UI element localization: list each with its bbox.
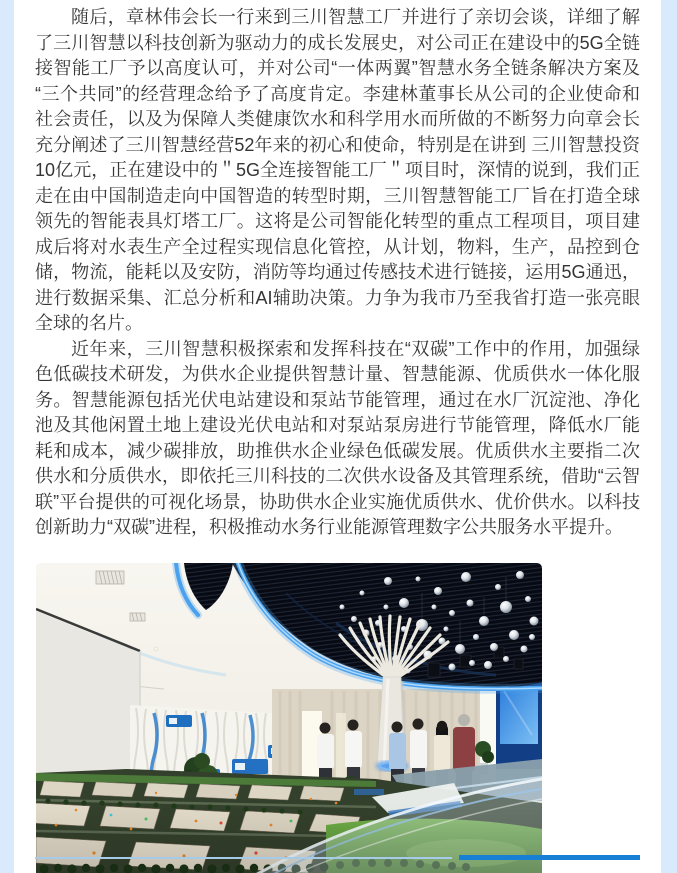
exhibition-hall-photo[interactable] [36,563,542,873]
photo-vignette [36,803,542,873]
divider-thick-line [459,855,640,860]
divider-thin-line [35,857,452,859]
section-divider [35,855,640,860]
article-card [14,0,661,873]
article-body [14,0,661,541]
article-paragraph-2: 近年来，三川智慧积极探索和发挥科技在“双碳”工作中的作用，加强绿色低碳技术研发，为供水企业提供智慧计量、智慧能源、优质供水一体化服务。智慧能源包括光伏电站建设和泵站节能管理，通过在水厂沉淀池、净化池及其他闲置土地上建设光伏电站和对泵站泵房进行节能管理，降低水厂能耗和成本，减少碳排放，助推供水企业绿色低碳发展。优质供水主要指二次供水和分质供水，即依托三川科技的二次供水设备及其管理系统，借助“云智联”平台提供的可视化场景，协助供水企业实施优质供水、优价供水。以科技创新助力“双碳”进程，积极推动水务行业能源管理数字公共服务水平提升。 [35,338,640,537]
article-paragraph-1: 随后，章林伟会长一行来到三川智慧工厂并进行了亲切会谈，详细了解了三川智慧以科技创新为驱动力的成长发展史，对公司正在建设中的5G全链接智能工厂予以高度认可，并对公司“一体两翼”智慧水务全链条解决方案及“三个共同”的经营理念给予了高度肯定。李建林董事长从公司的企业使命和社会责任，以及为保障人类健康饮水和科学用水而所做的不断努力向章会长充分阐述了三川智慧经营52年来的初心和使命，特别是在讲到 三川智慧投资10亿元，正在建设中的＂5G全连接智能工厂＂项目时，深情的说到，我们正走在由中国制造走向中国智造的转型时期，三川智慧智能工厂旨在打造全球领先的智能表具灯塔工厂。这将是公司智能化转型的重点工程项目，项目建成后将对水表生产全过程实现信息化管控，从计划，物料，生产，品控到仓储，物流，能耗以及安防，消防等均通过传感技术进行链接，运用5G通迅，进行数据采集、汇总分析和AI辅助决策。力争为我市乃至我省打造一张亮眼全球的名片。 [35,7,640,333]
exhibition-hall-photo-graphic [36,563,542,873]
